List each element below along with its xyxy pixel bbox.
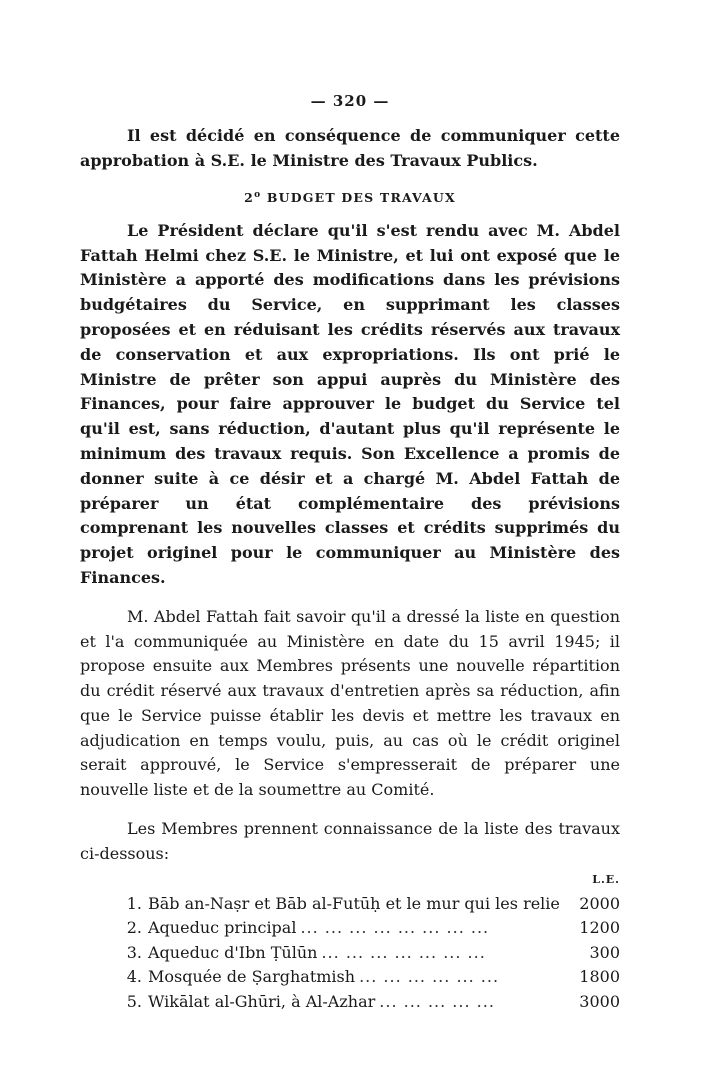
item-number: 1.	[126, 893, 142, 913]
document-page	[80, 92, 620, 1014]
item-leader: ... ... ... ... ...	[379, 991, 495, 1011]
item-name: Aqueduc d'Ibn Ṭūlūn	[148, 942, 318, 962]
item-leader: ... ... ... ... ... ... ...	[321, 942, 486, 962]
item-number: 5.	[126, 991, 142, 1011]
item-value: 1800	[579, 967, 620, 987]
item-number: 3.	[126, 942, 142, 962]
section-heading	[80, 190, 620, 205]
page-number: — 320 —	[310, 92, 390, 110]
paragraph-president: Le Président déclare qu'il s'est rendu avec M. Abdel Fattah Helmi chez S.E. le Ministre, et lui ont exposé que le Ministère a apporté des modifications dans les prévisions budgétaires du Service, en supprimant les classes proposées et en réduisant les crédits réservés aux travaux de conservation et aux expropriations. Ils ont prié le Ministre de prêter son appui auprès du Ministère des Finances, pour faire approuver le budget du Service tel qu'il est, sans réduction, d'autant plus qu'il représente le minimum des travaux requis. Son Excellence a promis de donner suite à ce désir et a chargé M. Abdel Fattah de préparer un état complémentaire des prévisions comprenant les nouvelles classes et crédits supprimés du projet originel pour le communiquer au Ministère des Finances.	[80, 220, 620, 587]
paragraph-gap	[80, 803, 620, 817]
section-title: BUDGET DES TRAVAUX	[266, 189, 456, 205]
list-item	[80, 990, 620, 1015]
item-value: 1200	[579, 918, 620, 938]
list-item	[80, 965, 620, 990]
item-name: Bāb an-Naṣr et Bāb al-Futūḥ et le mur qui les relie	[148, 893, 560, 913]
item-name: Aqueduc principal	[148, 918, 297, 938]
section-number-suffix: o	[254, 189, 262, 200]
intro-paragraph: Il est décidé en conséquence de communiquer cette approbation à S.E. le Ministre des Travaux Publics.	[80, 126, 620, 170]
list-item	[80, 916, 620, 941]
paragraph-abdel-fattah: M. Abdel Fattah fait savoir qu'il a dressé la liste en question et l'a communiquée au Ministère en date du 15 avril 1945; il propose ensuite aux Membres présents une nouvelle répartition du crédit réservé aux travaux d'entretien après sa réduction, afin que le Service puisse établir les devis et mettre les travaux en adjudication en temps voulu, puis, au cas où le crédit originel serait approuvé, le Service s'empresserait de préparer une nouvelle liste et de la soumettre au Comité.	[80, 606, 620, 800]
item-name: Wikālat al-Ghūri, à Al-Azhar	[148, 991, 376, 1011]
list-item	[80, 892, 620, 917]
list-item	[80, 941, 620, 966]
item-value: 300	[589, 942, 620, 962]
item-leader: ... ... ... ... ... ...	[359, 967, 500, 987]
item-name: Mosquée de Ṣarghatmish	[148, 967, 356, 987]
section-number: 2	[244, 189, 255, 205]
item-value: 3000	[579, 991, 620, 1011]
works-list	[80, 892, 620, 1015]
item-value: 2000	[579, 893, 620, 913]
item-number: 4.	[126, 967, 142, 987]
currency-label: L.E.	[592, 872, 620, 886]
item-leader: ... ... ... ... ... ... ... ...	[300, 918, 490, 938]
item-number: 2.	[126, 918, 142, 938]
paragraph-membres: Les Membres prennent connaissance de la liste des travaux ci-dessous:	[80, 819, 620, 863]
paragraph-gap	[80, 591, 620, 605]
